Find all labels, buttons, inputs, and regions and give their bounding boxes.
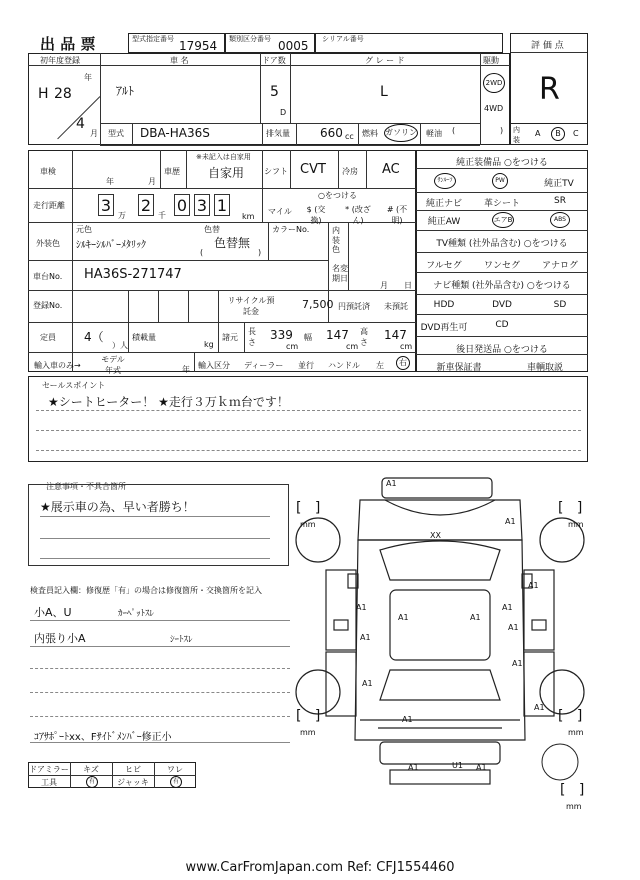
eval-box: 評 価 点 R: [510, 33, 588, 145]
mileage-digit-2: 3: [194, 194, 210, 216]
dmg-mark-right-front-door: A1: [528, 581, 539, 590]
mileage-digit-3: 1: [214, 194, 230, 216]
grade-value: L: [380, 84, 388, 100]
spare-tire: [540, 742, 580, 782]
first-reg-label: 初年度登録: [40, 56, 80, 65]
recycle-value: 7,500: [302, 298, 334, 311]
interior-b-selected: B: [551, 127, 565, 141]
dmg-mark-rear-bumper-right: A1: [476, 763, 487, 772]
dmg-mark-front-bumper: A1: [386, 479, 397, 488]
dmg-mark-rear-panel: A1: [402, 715, 413, 724]
dmg-mark-right-extra: A1: [534, 703, 545, 712]
sales-point-text: ★シートヒーター！ ★走行３万ｋｍ台です！: [48, 395, 289, 409]
height-value: 147: [384, 328, 407, 342]
tire-fl-bracket: [ ]: [296, 500, 321, 516]
drive-4wd: 4WD: [484, 104, 504, 113]
tire-fr-bracket: [ ]: [558, 500, 583, 516]
first-reg-month: 4: [76, 116, 85, 132]
car-name-label: 車 名: [170, 56, 189, 65]
capacity-value: 4（: [84, 330, 104, 344]
width-value: 147: [326, 328, 349, 342]
dmg-mark-right-rear-door: A1: [502, 603, 513, 612]
dmg-mark-right-quarter: A1: [512, 659, 523, 668]
history-value: 自家用: [208, 166, 245, 180]
dmg-mark-hood: XX: [430, 531, 441, 540]
car-name-value: ｱﾙﾄ: [116, 84, 135, 98]
dmg-mark-roof-left: A1: [398, 613, 409, 622]
option-airbag-selected: エアB: [492, 212, 514, 228]
shift-value: CVT: [300, 162, 326, 177]
displacement-value: 660: [320, 126, 343, 140]
color-change-value: 色替無: [214, 236, 251, 250]
doors-label: ドア数: [262, 56, 286, 65]
option-sunroof-selected: ｻﾝﾙｰﾌ: [434, 173, 456, 189]
mileage-digit-man: 3: [98, 194, 114, 216]
jack-yes-selected: 有: [170, 776, 182, 788]
tire-rl-bracket: [ ]: [296, 708, 321, 724]
mileage-digit-1: 0: [174, 194, 190, 216]
chassis-value: HA36S-271747: [84, 267, 182, 282]
original-color-value: ｼﾙｷｰｼﾙﾊﾞｰﾒﾀﾘｯｸ: [76, 240, 146, 251]
dmg-mark-roof-right: A1: [470, 613, 481, 622]
fuel-gasoline-selected: ガソリン: [384, 124, 418, 142]
dmg-mark-left-front-door: A1: [356, 603, 367, 612]
inspector-label: 検査員記入欄：修復歴「有」の場合は修復箇所・交換箇所を記入: [30, 586, 262, 595]
drive-label: 駆動: [483, 56, 499, 65]
eval-score: R: [539, 72, 560, 107]
doors-value: 5: [270, 84, 279, 100]
cooler-value: AC: [382, 162, 400, 177]
tools-yes-selected: 有: [86, 776, 98, 788]
tire-rr-bracket: [ ]: [558, 708, 583, 724]
type-cert-value: 17954: [179, 39, 218, 53]
dmg-mark-rear-bumper-left: A1: [408, 763, 419, 772]
footer-watermark: www.CarFromJapan.com Ref: CFJ1554460: [185, 860, 455, 875]
length-value: 339: [270, 328, 293, 342]
type-cert-cell: 型式指定番号 17954: [128, 33, 225, 53]
handle-right-selected: 右: [396, 356, 410, 370]
model-value: DBA-HA36S: [140, 126, 210, 140]
serial-cell: シリアル番号: [315, 33, 503, 53]
spare-tire-bracket: [ ]: [560, 782, 585, 798]
dmg-mark-left-quarter: A1: [362, 679, 373, 688]
dmg-mark-right-side: A1: [508, 623, 519, 632]
option-abs-selected: ABS: [550, 212, 570, 228]
notes-text: ★展示車の為、早い者勝ち！: [40, 500, 195, 514]
notes-bracket: [28, 484, 289, 566]
mileage-digit-sen: 2: [138, 194, 154, 216]
era-letter: H: [38, 86, 49, 102]
dmg-mark-right-fender: A1: [505, 517, 516, 526]
class-value: 0005: [278, 39, 309, 53]
dmg-mark-rear-bumper-center: U1: [452, 761, 463, 770]
sheet-title: 出 品 票: [40, 35, 96, 53]
class-cell: 類別区分番号 0005: [225, 33, 315, 53]
grade-label: グ レ ー ド: [365, 56, 405, 65]
option-pw-selected: PW: [492, 173, 508, 189]
drive-2wd-selected: 2WD: [483, 73, 505, 93]
dmg-mark-left-rear-door: A1: [360, 633, 371, 642]
first-reg-year: 28: [54, 86, 72, 102]
interior-grade-row: 内装 A B C: [510, 123, 588, 145]
